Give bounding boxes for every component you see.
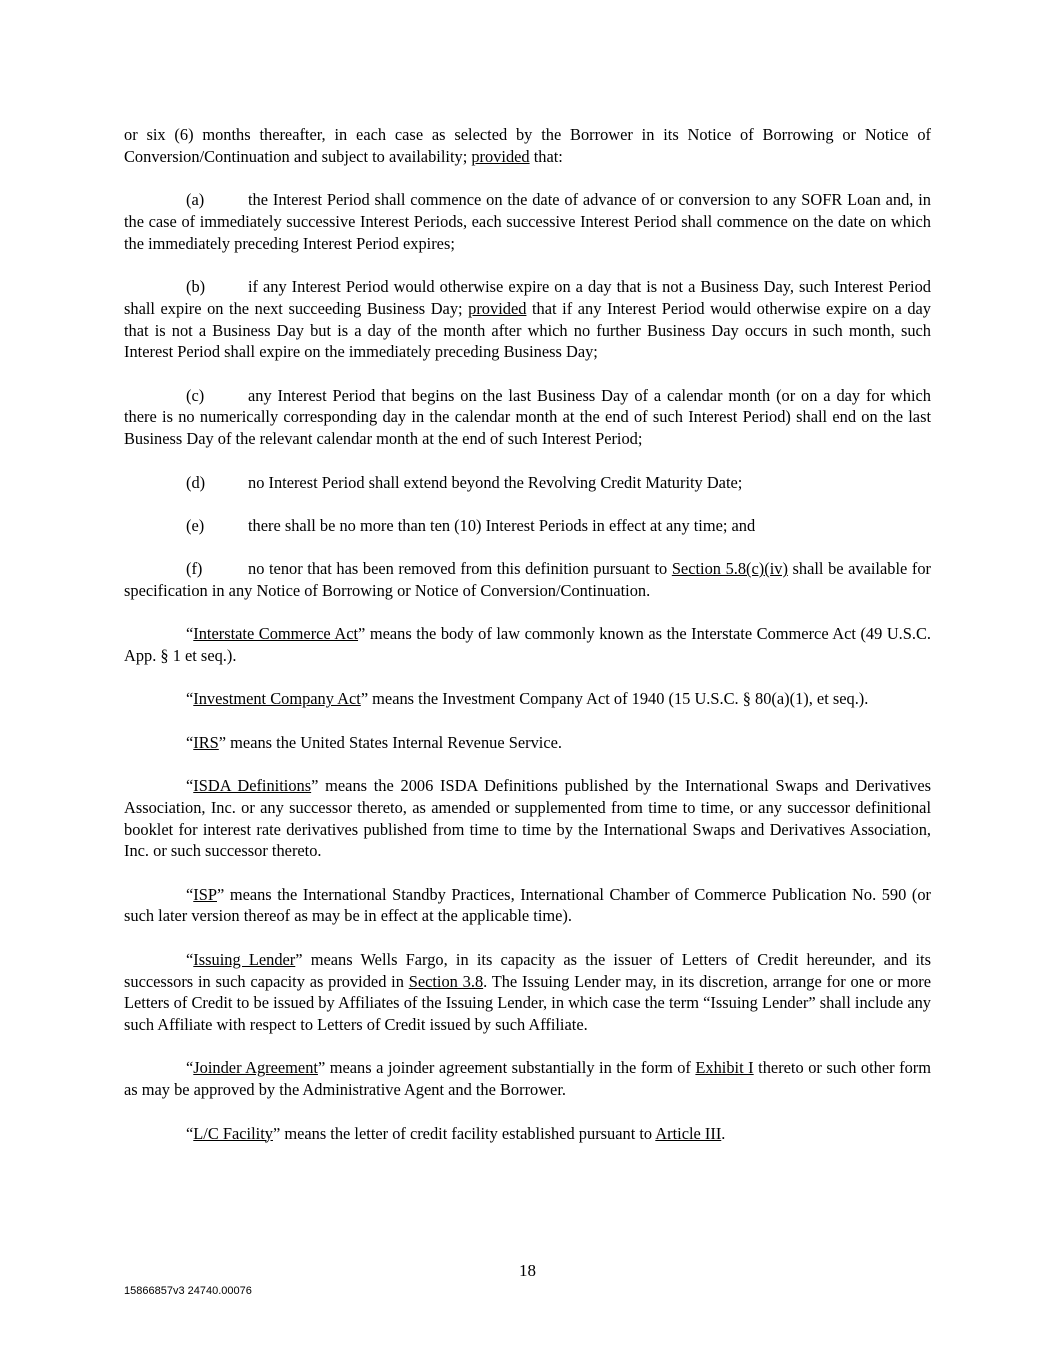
list-item	[124, 189, 931, 254]
text-run: that:	[529, 146, 563, 166]
list-item	[124, 472, 931, 494]
definition-paragraph	[124, 1057, 931, 1101]
definition-paragraph	[124, 1123, 931, 1145]
text-run: ” means the body of law commonly known as the Interstate Commerce Act (49 U.S.C. App. § 1 et seq.).	[124, 624, 932, 666]
definition-paragraph	[124, 775, 931, 862]
text-run: “	[186, 775, 194, 795]
text-run: “	[186, 624, 194, 644]
definition-paragraph	[124, 732, 931, 754]
text-run: ” means Wells Fargo, in its capacity as the issuer of Letters of Credit hereunder, and its successors in such capacity as provided in	[124, 949, 931, 991]
text-run: no Interest Period shall extend beyond the Revolving Credit Maturity Date;	[248, 472, 743, 492]
defined-term: Article III	[655, 1123, 722, 1143]
list-item	[124, 276, 931, 363]
text-run: shall be available for specification in any Notice of Borrowing or Notice of Conversion/Continuation.	[124, 559, 931, 600]
text-run: “	[186, 1123, 194, 1143]
definition-paragraph	[124, 623, 931, 667]
defined-term: IRS	[193, 732, 219, 752]
item-label: (b)	[186, 276, 206, 296]
text-run: if any Interest Period would otherwise expire on a day that is not a Business Day, such Interest Period shall expire on the next succeeding Business Day;	[124, 276, 931, 318]
text-run: ” means a joinder agreement substantially in the form of	[317, 1058, 696, 1078]
definition-paragraph	[124, 688, 931, 710]
text-run: . The Issuing Lender may, in its discretion, arrange for one or more Letters of Credit to be issued by Affiliates of the Issuing Lender, in which case the term “Issuing Lender” shall include any such Affiliate with respect to Letters of Credit issued by such Affiliate.	[124, 971, 931, 1035]
defined-term: provided	[468, 298, 527, 318]
text-run: any Interest Period that begins on the last Business Day of a calendar month (or on a day for which there is no numerically corresponding day in the calendar month at the end of such Interest Period) shall end on the last Business Day of the relevant calendar month at the end of such Interest Period;	[124, 385, 931, 449]
list-item	[124, 515, 931, 537]
defined-term: Exhibit I	[695, 1058, 754, 1078]
defined-term: Interstate Commerce Act	[193, 624, 359, 644]
item-label: (a)	[186, 190, 205, 210]
text-run: that if any Interest Period would otherwise expire on a day that is not a Business Day but is a day of the month after which no further Business Day occurs in such month, such Interest Period shall expire on the immediately preceding Business Day;	[124, 298, 931, 362]
definition-paragraph	[124, 949, 931, 1036]
document-id: 15866857v3 24740.00076	[124, 1285, 252, 1297]
text-run: ” means the letter of credit facility established pursuant to	[272, 1123, 656, 1143]
defined-term: Issuing Lender	[193, 949, 296, 969]
defined-term: Investment Company Act	[193, 689, 361, 709]
text-run: “	[186, 732, 194, 752]
defined-term: Joinder Agreement	[193, 1058, 318, 1078]
page-number: 18	[519, 1261, 536, 1280]
body-paragraph	[124, 124, 931, 168]
text-run: ” means the Investment Company Act of 1940 (15 U.S.C. § 80(a)(1), et seq.).	[360, 689, 869, 709]
defined-term: Section 5.8(c)(iv)	[671, 559, 788, 579]
text-run: ” means the International Standby Practices, International Chamber of Commerce Publication No. 590 (or such later version thereof as may be in effect at the applicable time).	[124, 884, 931, 926]
text-run: “	[186, 1058, 194, 1078]
item-label: (c)	[186, 385, 205, 405]
text-run: .	[721, 1123, 726, 1143]
definition-paragraph	[124, 884, 931, 928]
text-run: “	[186, 949, 194, 969]
text-run: “	[186, 689, 194, 709]
item-label: (e)	[186, 515, 205, 535]
list-item	[124, 385, 931, 450]
defined-term: L/C Facility	[193, 1123, 273, 1143]
defined-term: Section 3.8	[408, 971, 484, 991]
text-run: the Interest Period shall commence on the date of advance of or conversion to any SOFR Loan and, in the case of immediately successive Interest Periods, each successive Interest Period shall commence on the date on which the immediately preceding Interest Period expires;	[124, 190, 931, 253]
item-label: (d)	[186, 472, 206, 492]
text-run: there shall be no more than ten (10) Interest Periods in effect at any time; and	[248, 515, 756, 535]
text-run: ” means the United States Internal Revenue Service.	[218, 732, 562, 752]
document-body	[124, 124, 931, 1144]
item-label: (f)	[186, 559, 203, 579]
text-run: “	[186, 884, 194, 904]
text-run: thereto or such other form as may be approved by the Administrative Agent and the Borrower.	[124, 1058, 931, 1100]
text-run: no tenor that has been removed from this definition pursuant to	[248, 559, 672, 579]
list-item	[124, 558, 931, 602]
defined-term: ISDA Definitions	[193, 775, 312, 795]
text-run: or six (6) months thereafter, in each case as selected by the Borrower in its Notice of Borrowing or Notice of Conversion/Continuation and subject to availability;	[124, 125, 931, 166]
defined-term: provided	[471, 146, 530, 166]
defined-term: ISP	[193, 884, 217, 904]
text-run: ” means the 2006 ISDA Definitions published by the International Swaps and Derivatives Association, Inc. or any successor thereto, as amended or supplemented from time to time, or any successor definitional booklet for interest rate derivatives published from time to time by the International Swaps and Derivatives Association, Inc. or such successor thereto.	[124, 775, 931, 861]
